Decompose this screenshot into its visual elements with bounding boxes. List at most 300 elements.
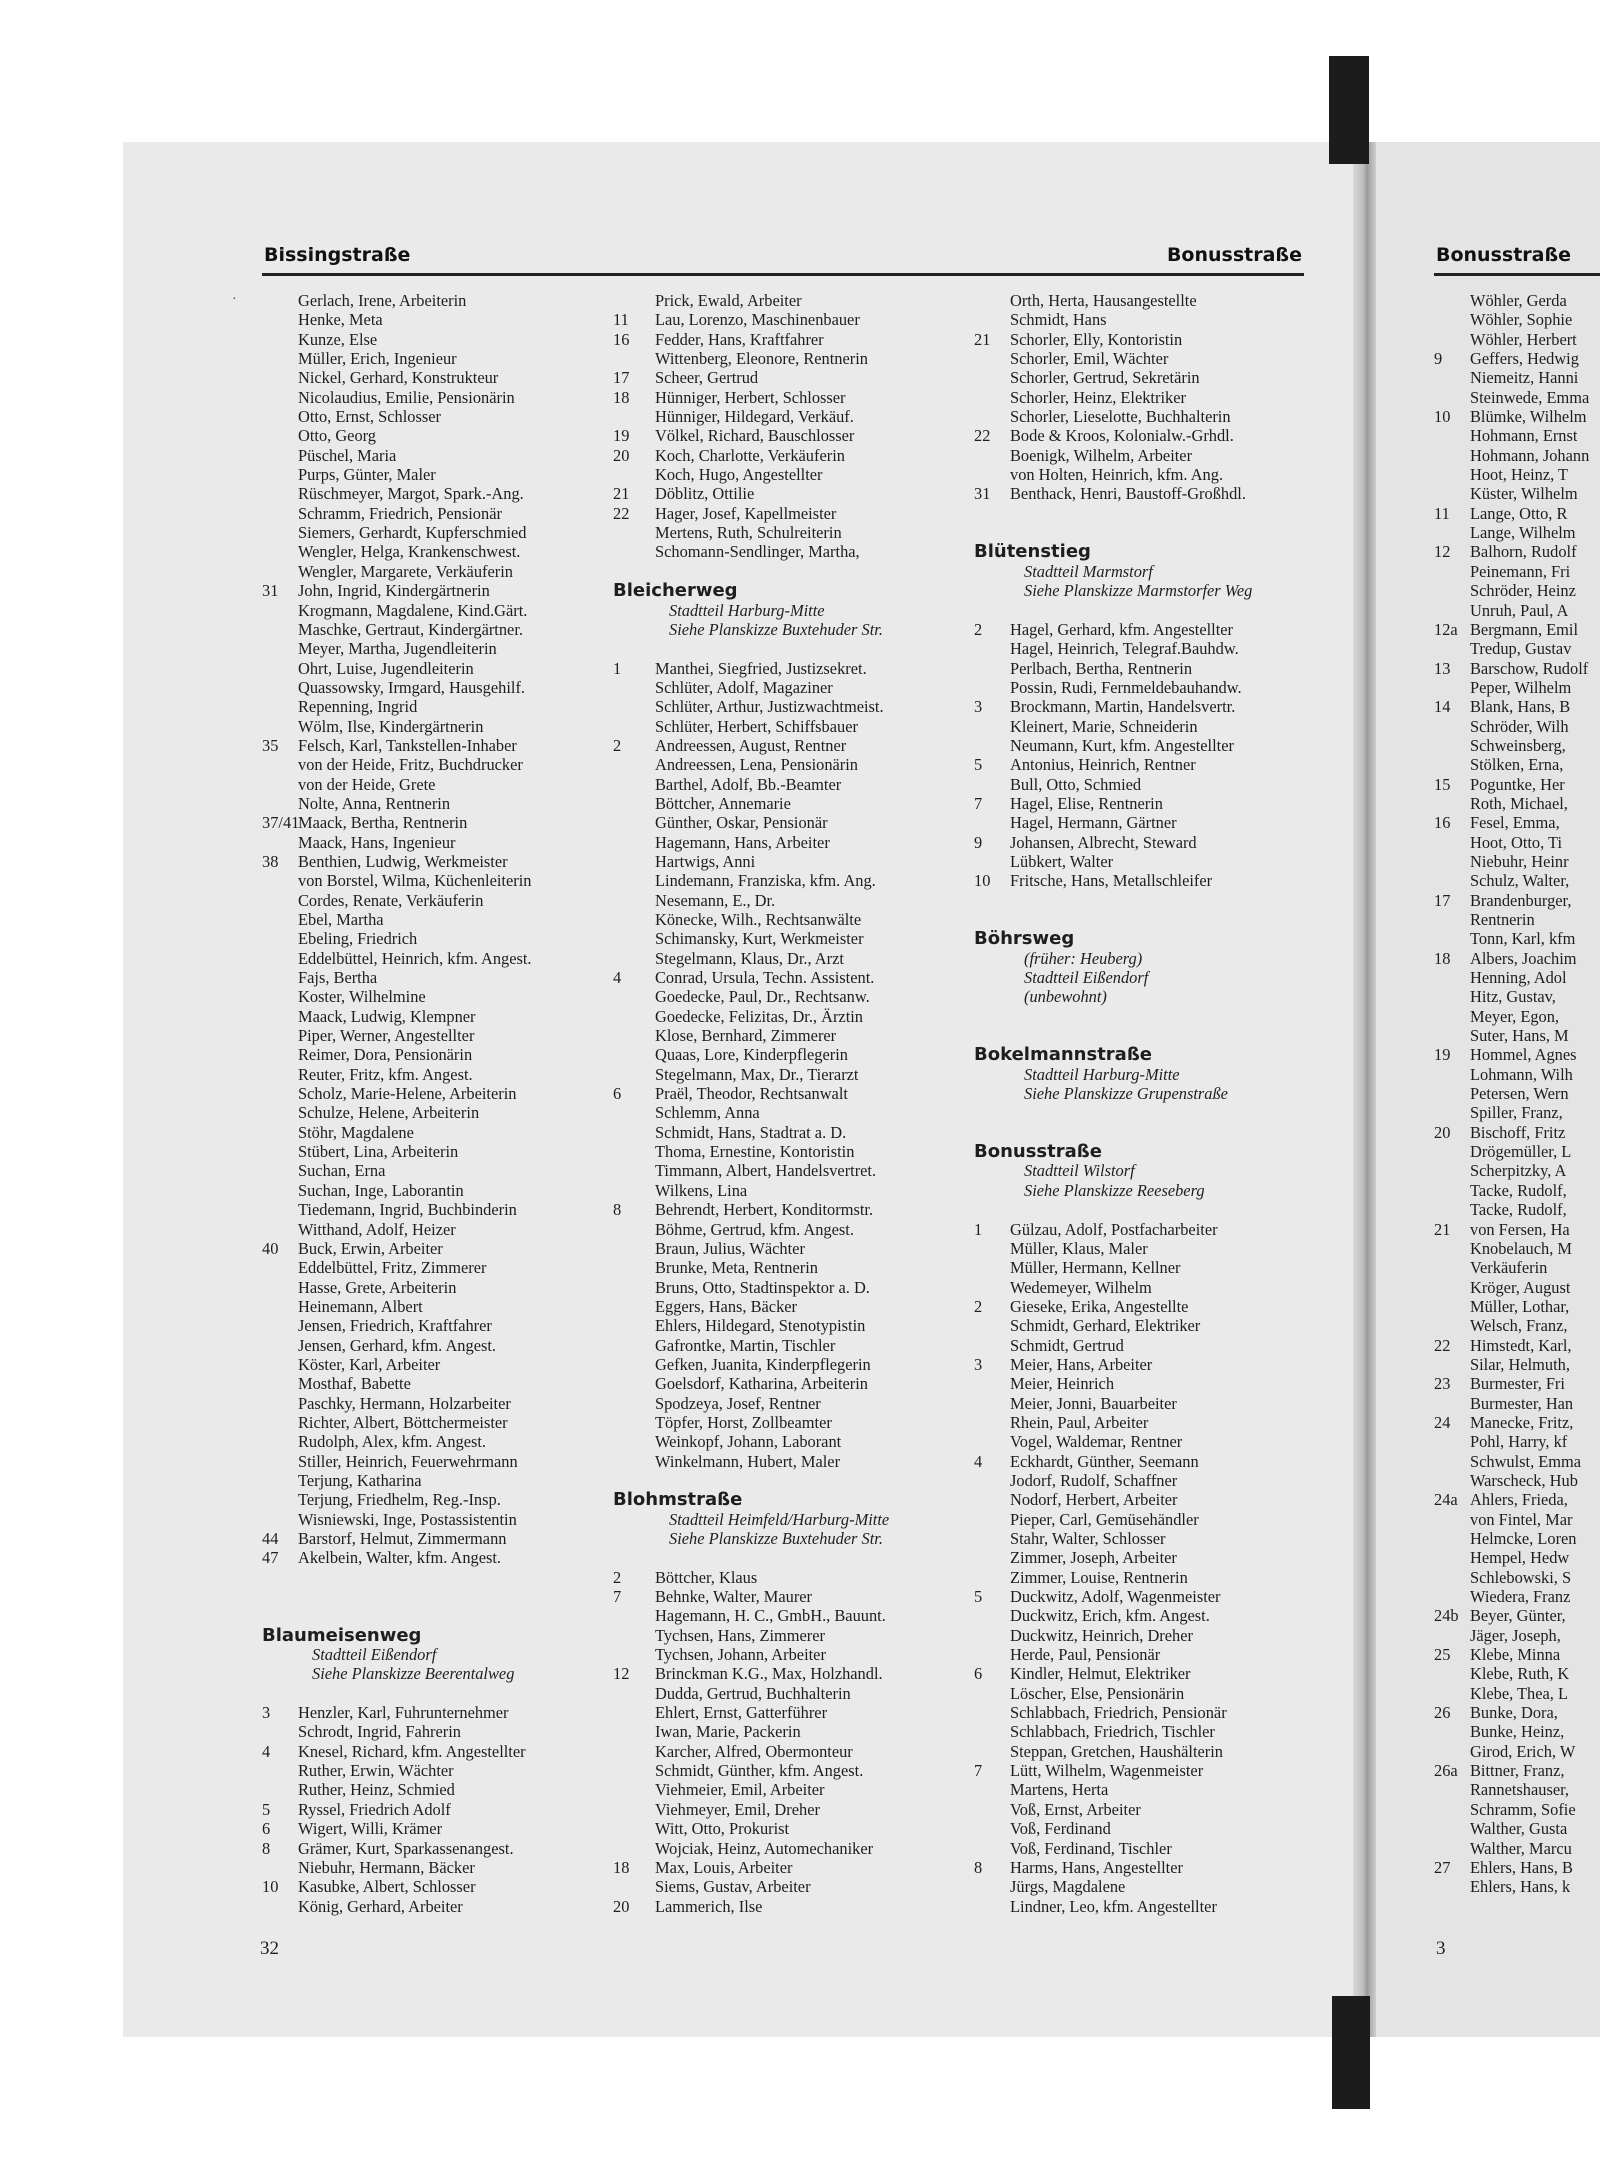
resident-entry bbox=[974, 1780, 1252, 1799]
house-number bbox=[262, 697, 298, 716]
resident-name: Lindemann, Franziska, kfm. Ang. bbox=[655, 871, 876, 891]
house-number bbox=[613, 1297, 655, 1316]
house-number bbox=[613, 1220, 655, 1239]
resident-entry bbox=[1434, 1161, 1600, 1180]
resident-name: Hagemann, Hans, Arbeiter bbox=[655, 832, 830, 852]
resident-name: Ruther, Erwin, Wächter bbox=[298, 1761, 454, 1781]
resident-entry bbox=[262, 601, 532, 620]
house-number bbox=[613, 1161, 655, 1180]
resident-name: Klebe, Ruth, K bbox=[1470, 1664, 1570, 1684]
resident-entry bbox=[974, 717, 1252, 736]
house-number bbox=[1434, 639, 1470, 658]
resident-name: Piper, Werner, Angestellter bbox=[298, 1026, 475, 1046]
resident-name: Ehlers, Hans, B bbox=[1470, 1857, 1573, 1877]
resident-name: Kindler, Helmut, Elektriker bbox=[1010, 1664, 1191, 1684]
resident-entry bbox=[262, 465, 532, 484]
resident-entry bbox=[1434, 659, 1600, 678]
resident-name: Rhein, Paul, Arbeiter bbox=[1010, 1412, 1149, 1432]
house-number: 11 bbox=[613, 310, 629, 330]
house-number bbox=[262, 1761, 298, 1780]
house-number bbox=[1434, 833, 1470, 852]
resident-name: Knobelauch, M bbox=[1470, 1238, 1572, 1258]
resident-name: Goelsdorf, Katharina, Arbeiterin bbox=[655, 1374, 869, 1394]
resident-entry bbox=[262, 407, 532, 426]
resident-name: Ehlers, Hildegard, Stenotypistin bbox=[655, 1316, 866, 1336]
resident-name: Martens, Herta bbox=[1010, 1780, 1109, 1800]
resident-name: Meier, Jonni, Bauarbeiter bbox=[1010, 1393, 1177, 1413]
house-number bbox=[262, 542, 298, 561]
house-number bbox=[1434, 1355, 1470, 1374]
resident-name: Lindner, Leo, kfm. Angestellter bbox=[1010, 1896, 1217, 1916]
house-number: 47 bbox=[262, 1548, 279, 1568]
resident-name: Wölm, Ilse, Kindergärtnerin bbox=[298, 716, 484, 736]
resident-entry bbox=[974, 426, 1252, 445]
house-number bbox=[1434, 1510, 1470, 1529]
resident-entry bbox=[1434, 542, 1600, 561]
resident-name: Schramm, Sofie bbox=[1470, 1799, 1576, 1819]
house-number bbox=[613, 291, 655, 310]
house-number bbox=[974, 1278, 1010, 1297]
house-number bbox=[1434, 1452, 1470, 1471]
house-number bbox=[262, 1065, 298, 1084]
house-number bbox=[262, 1278, 298, 1297]
resident-entry bbox=[1434, 1278, 1600, 1297]
directory-column-1 bbox=[262, 291, 532, 1916]
house-number bbox=[974, 813, 1010, 832]
resident-name: Suchan, Erna bbox=[298, 1161, 386, 1181]
resident-entry bbox=[262, 523, 532, 542]
directory-column-2 bbox=[613, 291, 889, 1916]
resident-name: Wilkens, Lina bbox=[655, 1180, 748, 1200]
resident-name: Böttcher, Annemarie bbox=[655, 793, 791, 813]
house-number: 15 bbox=[1434, 774, 1451, 794]
resident-entry bbox=[974, 871, 1252, 890]
house-number: 10 bbox=[262, 1877, 279, 1897]
resident-entry bbox=[1434, 446, 1600, 465]
resident-name: Tonn, Karl, kfm bbox=[1470, 929, 1576, 949]
house-number bbox=[974, 1897, 1010, 1916]
resident-entry bbox=[262, 1123, 532, 1142]
resident-name: Koch, Hugo, Angestellter bbox=[655, 465, 823, 485]
house-number: 18 bbox=[1434, 948, 1451, 968]
house-number bbox=[613, 1452, 655, 1471]
house-number bbox=[1434, 1316, 1470, 1335]
house-number: 26a bbox=[1434, 1761, 1458, 1781]
house-number bbox=[613, 1606, 655, 1625]
house-number: 40 bbox=[262, 1238, 279, 1258]
resident-entry bbox=[974, 1394, 1252, 1413]
resident-entry bbox=[1434, 407, 1600, 426]
resident-entry bbox=[262, 484, 532, 503]
resident-entry bbox=[262, 1026, 532, 1045]
resident-name: Lammerich, Ilse bbox=[655, 1896, 763, 1916]
spacer bbox=[613, 639, 889, 658]
resident-name: Hohmann, Johann bbox=[1470, 445, 1590, 465]
house-number bbox=[613, 794, 655, 813]
resident-entry bbox=[1434, 1703, 1600, 1722]
resident-entry bbox=[262, 1722, 532, 1741]
resident-entry bbox=[1434, 601, 1600, 620]
resident-entry bbox=[974, 465, 1252, 484]
house-number bbox=[613, 1103, 655, 1122]
house-number bbox=[974, 1626, 1010, 1645]
resident-name: Schlabbach, Friedrich, Pensionär bbox=[1010, 1703, 1227, 1723]
resident-entry bbox=[1434, 678, 1600, 697]
resident-entry bbox=[974, 1684, 1252, 1703]
resident-name: Thoma, Ernestine, Kontoristin bbox=[655, 1142, 855, 1162]
resident-name: Hagel, Gerhard, kfm. Angestellter bbox=[1010, 619, 1234, 639]
resident-entry bbox=[262, 581, 532, 600]
resident-entry bbox=[613, 1239, 889, 1258]
house-number bbox=[262, 1123, 298, 1142]
house-number bbox=[262, 1220, 298, 1239]
spacer bbox=[974, 1007, 1252, 1026]
house-number bbox=[613, 1626, 655, 1645]
resident-name: Tiedemann, Ingrid, Buchbinderin bbox=[298, 1200, 517, 1220]
resident-name: Bode & Kroos, Kolonialw.-Grhdl. bbox=[1010, 426, 1234, 446]
house-number bbox=[1434, 291, 1470, 310]
resident-name: Spiller, Franz, bbox=[1470, 1103, 1563, 1123]
house-number bbox=[974, 1394, 1010, 1413]
resident-name: Cordes, Renate, Verkäuferin bbox=[298, 890, 484, 910]
house-number bbox=[613, 1722, 655, 1741]
street-heading bbox=[974, 929, 1252, 948]
resident-name: von Holten, Heinrich, kfm. Ang. bbox=[1010, 465, 1224, 485]
resident-name: Böttcher, Klaus bbox=[655, 1567, 758, 1587]
resident-name: Andreessen, August, Rentner bbox=[655, 735, 847, 755]
house-number: 23 bbox=[1434, 1374, 1451, 1394]
resident-entry bbox=[974, 813, 1252, 832]
resident-name: Tychsen, Hans, Zimmerer bbox=[655, 1625, 825, 1645]
house-number bbox=[1434, 310, 1470, 329]
resident-entry bbox=[613, 291, 889, 310]
resident-name: Timmann, Albert, Handelsvertret. bbox=[655, 1161, 877, 1181]
house-number bbox=[262, 775, 298, 794]
binding-tab-top bbox=[1329, 56, 1369, 164]
house-number bbox=[613, 678, 655, 697]
resident-entry bbox=[974, 1722, 1252, 1741]
district-note: Siehe Planskizze Marmstorfer Weg bbox=[1024, 581, 1253, 601]
resident-entry bbox=[1434, 1123, 1600, 1142]
resident-name: Gieseke, Erika, Angestellte bbox=[1010, 1296, 1189, 1316]
resident-entry bbox=[262, 910, 532, 929]
resident-entry bbox=[262, 813, 532, 832]
house-number bbox=[613, 871, 655, 890]
resident-entry bbox=[613, 775, 889, 794]
resident-name: Mosthaf, Babette bbox=[298, 1374, 411, 1394]
house-number bbox=[974, 1471, 1010, 1490]
house-number bbox=[262, 1490, 298, 1509]
house-number bbox=[1434, 717, 1470, 736]
house-number bbox=[613, 1336, 655, 1355]
house-number: 11 bbox=[1434, 503, 1450, 523]
resident-name: Grämer, Kurt, Sparkassenangest. bbox=[298, 1838, 514, 1858]
house-number bbox=[262, 1432, 298, 1451]
resident-entry bbox=[262, 368, 532, 387]
house-number: 20 bbox=[613, 445, 630, 465]
house-number bbox=[262, 755, 298, 774]
resident-entry bbox=[974, 1548, 1252, 1567]
house-number bbox=[613, 465, 655, 484]
house-number bbox=[974, 291, 1010, 310]
house-number bbox=[613, 717, 655, 736]
house-number bbox=[613, 1877, 655, 1896]
house-number: 10 bbox=[974, 871, 991, 891]
house-number bbox=[613, 1800, 655, 1819]
house-number bbox=[1434, 678, 1470, 697]
resident-name: Drögemüller, L bbox=[1470, 1142, 1572, 1162]
house-number bbox=[1434, 1258, 1470, 1277]
house-number: 24 bbox=[1434, 1412, 1451, 1432]
resident-name: Manecke, Fritz, bbox=[1470, 1412, 1574, 1432]
resident-name: Schorler, Heinz, Elektriker bbox=[1010, 387, 1186, 407]
resident-entry bbox=[613, 465, 889, 484]
resident-entry bbox=[613, 949, 889, 968]
house-number bbox=[974, 1800, 1010, 1819]
street-heading bbox=[613, 581, 889, 600]
resident-name: Balhorn, Rudolf bbox=[1470, 542, 1577, 562]
resident-name: Könecke, Wilh., Rechtsanwälte bbox=[655, 910, 862, 929]
house-number bbox=[262, 1897, 298, 1916]
resident-entry bbox=[1434, 1606, 1600, 1625]
resident-name: Ohrt, Luise, Jugendleiterin bbox=[298, 658, 474, 678]
resident-name: Suter, Hans, M bbox=[1470, 1026, 1569, 1046]
resident-entry bbox=[262, 1490, 532, 1509]
street-name: Blütenstieg bbox=[974, 541, 1091, 563]
resident-name: Steinwede, Emma bbox=[1470, 387, 1590, 407]
house-number bbox=[1434, 1780, 1470, 1799]
resident-name: Ebel, Martha bbox=[298, 910, 384, 929]
resident-name: Verkäuferin bbox=[1470, 1258, 1548, 1278]
resident-name: Lübkert, Walter bbox=[1010, 851, 1114, 871]
resident-entry bbox=[974, 639, 1252, 658]
house-number bbox=[974, 368, 1010, 387]
house-number bbox=[1434, 1839, 1470, 1858]
resident-entry bbox=[974, 1471, 1252, 1490]
page-number-left: 32 bbox=[260, 1938, 279, 1959]
resident-entry bbox=[262, 1800, 532, 1819]
resident-name: Bull, Otto, Schmied bbox=[1010, 774, 1142, 794]
resident-name: Andreessen, Lena, Pensionärin bbox=[655, 755, 859, 775]
resident-name: Bittner, Franz, bbox=[1470, 1761, 1565, 1781]
house-number: 10 bbox=[1434, 407, 1451, 427]
resident-name: Müller, Lothar, bbox=[1470, 1296, 1570, 1316]
house-number: 9 bbox=[974, 832, 983, 852]
house-number bbox=[1434, 1529, 1470, 1548]
district-note: Siehe Planskizze Beerentalweg bbox=[312, 1664, 515, 1684]
house-number bbox=[1434, 484, 1470, 503]
resident-name: Schröder, Wilh bbox=[1470, 716, 1569, 736]
resident-entry bbox=[613, 1103, 889, 1122]
house-number bbox=[613, 1181, 655, 1200]
house-number bbox=[1434, 1026, 1470, 1045]
street-subtitle bbox=[974, 987, 1252, 1006]
resident-entry bbox=[262, 1413, 532, 1432]
resident-entry bbox=[974, 1858, 1252, 1877]
resident-name: Weinkopf, Johann, Laborant bbox=[655, 1432, 842, 1452]
house-number bbox=[262, 717, 298, 736]
resident-entry bbox=[262, 1084, 532, 1103]
resident-name: Küster, Wilhelm bbox=[1470, 484, 1578, 504]
house-number bbox=[262, 601, 298, 620]
house-number bbox=[613, 833, 655, 852]
resident-name: Johansen, Albrecht, Steward bbox=[1010, 832, 1197, 852]
house-number bbox=[613, 697, 655, 716]
resident-entry bbox=[1434, 349, 1600, 368]
house-number bbox=[262, 349, 298, 368]
resident-name: Praël, Theodor, Rechtsanwalt bbox=[655, 1084, 848, 1104]
resident-name: Hager, Josef, Kapellmeister bbox=[655, 503, 837, 523]
resident-name: Perlbach, Bertha, Rentnerin bbox=[1010, 658, 1193, 678]
resident-entry bbox=[1434, 755, 1600, 774]
resident-entry bbox=[974, 1626, 1252, 1645]
resident-name: Gefken, Juanita, Kinderpflegerin bbox=[655, 1354, 871, 1374]
house-number bbox=[1434, 1181, 1470, 1200]
resident-entry bbox=[613, 426, 889, 445]
house-number bbox=[974, 1413, 1010, 1432]
resident-name: Bunke, Heinz, bbox=[1470, 1722, 1565, 1742]
house-number: 9 bbox=[1434, 349, 1443, 369]
house-number bbox=[262, 407, 298, 426]
resident-entry bbox=[974, 1568, 1252, 1587]
resident-entry bbox=[613, 678, 889, 697]
resident-name: Heinemann, Albert bbox=[298, 1296, 423, 1316]
resident-name: Hagel, Elise, Rentnerin bbox=[1010, 793, 1163, 813]
house-number bbox=[262, 1026, 298, 1045]
resident-name: Krogmann, Magdalene, Kind.Gärt. bbox=[298, 600, 528, 620]
resident-name: Burmester, Han bbox=[1470, 1393, 1574, 1413]
resident-entry bbox=[262, 426, 532, 445]
resident-entry bbox=[613, 1761, 889, 1780]
street-subtitle bbox=[974, 581, 1252, 600]
resident-entry bbox=[262, 794, 532, 813]
house-number bbox=[1434, 1200, 1470, 1219]
house-number bbox=[613, 1065, 655, 1084]
house-number bbox=[262, 1780, 298, 1799]
house-number bbox=[974, 1839, 1010, 1858]
house-number: 17 bbox=[1434, 890, 1451, 910]
resident-name: Benthack, Henri, Baustoff-Großhdl. bbox=[1010, 484, 1246, 504]
house-number bbox=[262, 1084, 298, 1103]
house-number bbox=[262, 1374, 298, 1393]
house-number bbox=[262, 1297, 298, 1316]
resident-name: Lau, Lorenzo, Maschinenbauer bbox=[655, 310, 860, 330]
resident-name: Brockmann, Martin, Handelsvertr. bbox=[1010, 697, 1236, 717]
house-number bbox=[262, 871, 298, 890]
resident-entry bbox=[262, 1239, 532, 1258]
resident-name: Kunze, Else bbox=[298, 329, 378, 349]
resident-name: Müller, Klaus, Maler bbox=[1010, 1238, 1148, 1258]
resident-entry bbox=[1434, 1220, 1600, 1239]
house-number bbox=[262, 949, 298, 968]
resident-entry bbox=[262, 736, 532, 755]
resident-name: Antonius, Heinrich, Rentner bbox=[1010, 755, 1196, 775]
resident-name: Repenning, Ingrid bbox=[298, 697, 418, 717]
resident-name: Hagel, Heinrich, Telegraf.Bauhdw. bbox=[1010, 639, 1239, 659]
house-number: 7 bbox=[613, 1587, 622, 1607]
resident-name: Bergmann, Emil bbox=[1470, 619, 1579, 639]
house-number bbox=[262, 1181, 298, 1200]
house-number: 21 bbox=[613, 484, 630, 504]
resident-entry bbox=[974, 794, 1252, 813]
resident-name: Behrendt, Herbert, Konditormstr. bbox=[655, 1200, 874, 1220]
resident-name: Buck, Erwin, Arbeiter bbox=[298, 1238, 443, 1258]
district-note: Stadtteil Eißendorf bbox=[1024, 968, 1149, 988]
house-number bbox=[613, 813, 655, 832]
spacer bbox=[974, 1026, 1252, 1045]
resident-name: Wojciak, Heinz, Automechaniker bbox=[655, 1838, 874, 1858]
house-number bbox=[262, 1858, 298, 1877]
resident-entry bbox=[974, 1529, 1252, 1548]
house-number bbox=[974, 1490, 1010, 1509]
district-note: Stadtteil Marmstorf bbox=[1024, 561, 1153, 581]
resident-entry bbox=[613, 1316, 889, 1335]
resident-name: Petersen, Wern bbox=[1470, 1084, 1569, 1104]
resident-entry bbox=[974, 1258, 1252, 1277]
house-number bbox=[974, 775, 1010, 794]
house-number bbox=[613, 949, 655, 968]
resident-name: von Fersen, Ha bbox=[1470, 1219, 1570, 1239]
house-number bbox=[613, 1645, 655, 1664]
resident-name: Schorler, Elly, Kontoristin bbox=[1010, 329, 1183, 349]
resident-name: Schimansky, Kurt, Werkmeister bbox=[655, 929, 864, 949]
resident-name: von der Heide, Grete bbox=[298, 774, 436, 794]
resident-name: Schwulst, Emma bbox=[1470, 1451, 1582, 1471]
resident-entry bbox=[974, 755, 1252, 774]
house-number bbox=[613, 1142, 655, 1161]
resident-entry bbox=[262, 968, 532, 987]
resident-name: Scheer, Gertrud bbox=[655, 368, 759, 388]
resident-entry bbox=[1434, 1258, 1600, 1277]
house-number bbox=[262, 291, 298, 310]
resident-entry bbox=[262, 1316, 532, 1335]
house-number: 6 bbox=[974, 1664, 983, 1684]
resident-name: Ehlert, Ernst, Gatterführer bbox=[655, 1703, 828, 1723]
resident-entry bbox=[262, 1897, 532, 1916]
resident-name: Niebuhr, Hermann, Bäcker bbox=[298, 1857, 475, 1877]
house-number bbox=[262, 1258, 298, 1277]
house-number bbox=[1434, 581, 1470, 600]
resident-entry bbox=[613, 1394, 889, 1413]
resident-name: Döblitz, Ottilie bbox=[655, 484, 755, 504]
resident-name: Wedemeyer, Wilhelm bbox=[1010, 1277, 1152, 1297]
resident-name: Duckwitz, Heinrich, Dreher bbox=[1010, 1625, 1193, 1645]
house-number bbox=[262, 968, 298, 987]
house-number bbox=[262, 620, 298, 639]
resident-entry bbox=[613, 1045, 889, 1064]
resident-name: Stiller, Heinrich, Feuerwehrmann bbox=[298, 1451, 518, 1471]
resident-name: Witthand, Adolf, Heizer bbox=[298, 1219, 456, 1239]
resident-entry bbox=[262, 949, 532, 968]
resident-name: Ruther, Heinz, Schmied bbox=[298, 1780, 455, 1800]
house-number bbox=[613, 1374, 655, 1393]
resident-name: Fritsche, Hans, Metallschleifer bbox=[1010, 871, 1213, 891]
street-name: Bokelmannstraße bbox=[974, 1044, 1152, 1066]
house-number bbox=[613, 1355, 655, 1374]
resident-name: Wittenberg, Eleonore, Rentnerin bbox=[655, 349, 868, 369]
house-number bbox=[1434, 755, 1470, 774]
district-note: Stadtteil Harburg-Mitte bbox=[1024, 1064, 1180, 1084]
resident-entry bbox=[262, 330, 532, 349]
house-number: 8 bbox=[262, 1838, 271, 1858]
resident-entry bbox=[262, 697, 532, 716]
resident-name: Eggers, Hans, Bäcker bbox=[655, 1296, 798, 1316]
resident-name: Zimmer, Louise, Rentnerin bbox=[1010, 1567, 1188, 1587]
resident-entry bbox=[262, 775, 532, 794]
resident-entry bbox=[613, 1413, 889, 1432]
resident-name: Tredup, Gustav bbox=[1470, 639, 1572, 659]
resident-name: Tacke, Rudolf, bbox=[1470, 1180, 1567, 1200]
